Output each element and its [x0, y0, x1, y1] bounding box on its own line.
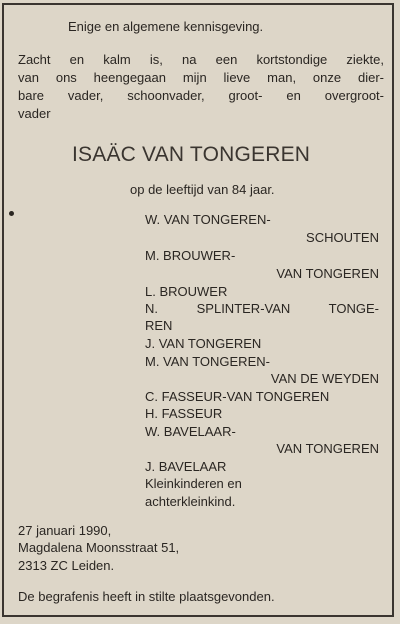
family-line: VAN TONGEREN — [276, 441, 379, 456]
intro-line-3: bare vader, schoonvader, groot- en overgroot- — [18, 88, 384, 103]
family-line: M. BROUWER- — [145, 248, 236, 263]
address-street: Magdalena Moonsstraat 51, — [18, 540, 180, 555]
family-line: J. BAVELAAR — [145, 459, 227, 474]
family-line: VAN TONGEREN — [276, 266, 379, 281]
intro-line-2: van ons heengegaan mijn lieve man, onze dier- — [18, 70, 384, 85]
notice-heading: Enige en algemene kennisgeving. — [68, 19, 264, 34]
family-line: M. VAN TONGEREN- — [145, 354, 270, 369]
family-line: W. BAVELAAR- — [145, 424, 236, 439]
family-line: W. VAN TONGEREN- — [145, 212, 271, 227]
family-line: REN — [145, 318, 173, 333]
family-line: H. FASSEUR — [145, 406, 223, 421]
address-city: 2313 ZC Leiden. — [18, 558, 115, 573]
family-line: J. VAN TONGEREN — [145, 336, 262, 351]
notice-date: 27 januari 1990, — [18, 523, 112, 538]
age-line: op de leeftijd van 84 jaar. — [130, 182, 275, 197]
family-line: achterkleinkind. — [145, 494, 236, 509]
print-speck — [9, 211, 14, 216]
family-line: C. FASSEUR-VAN TONGEREN — [145, 389, 330, 404]
closing-line: De begrafenis heeft in stilte plaatsgevonden. — [18, 589, 275, 604]
intro-line-1: Zacht en kalm is, na een kortstondige ziekte, — [18, 52, 384, 67]
intro-line-4: vader — [18, 106, 51, 121]
family-line: SCHOUTEN — [306, 230, 379, 245]
deceased-name: ISAÄC VAN TONGEREN — [72, 143, 311, 166]
family-line: Kleinkinderen en — [145, 476, 242, 491]
family-line: N. SPLINTER-VAN TONGE- — [145, 301, 379, 316]
family-line: L. BROUWER — [145, 284, 228, 299]
family-line: VAN DE WEYDEN — [270, 371, 379, 386]
